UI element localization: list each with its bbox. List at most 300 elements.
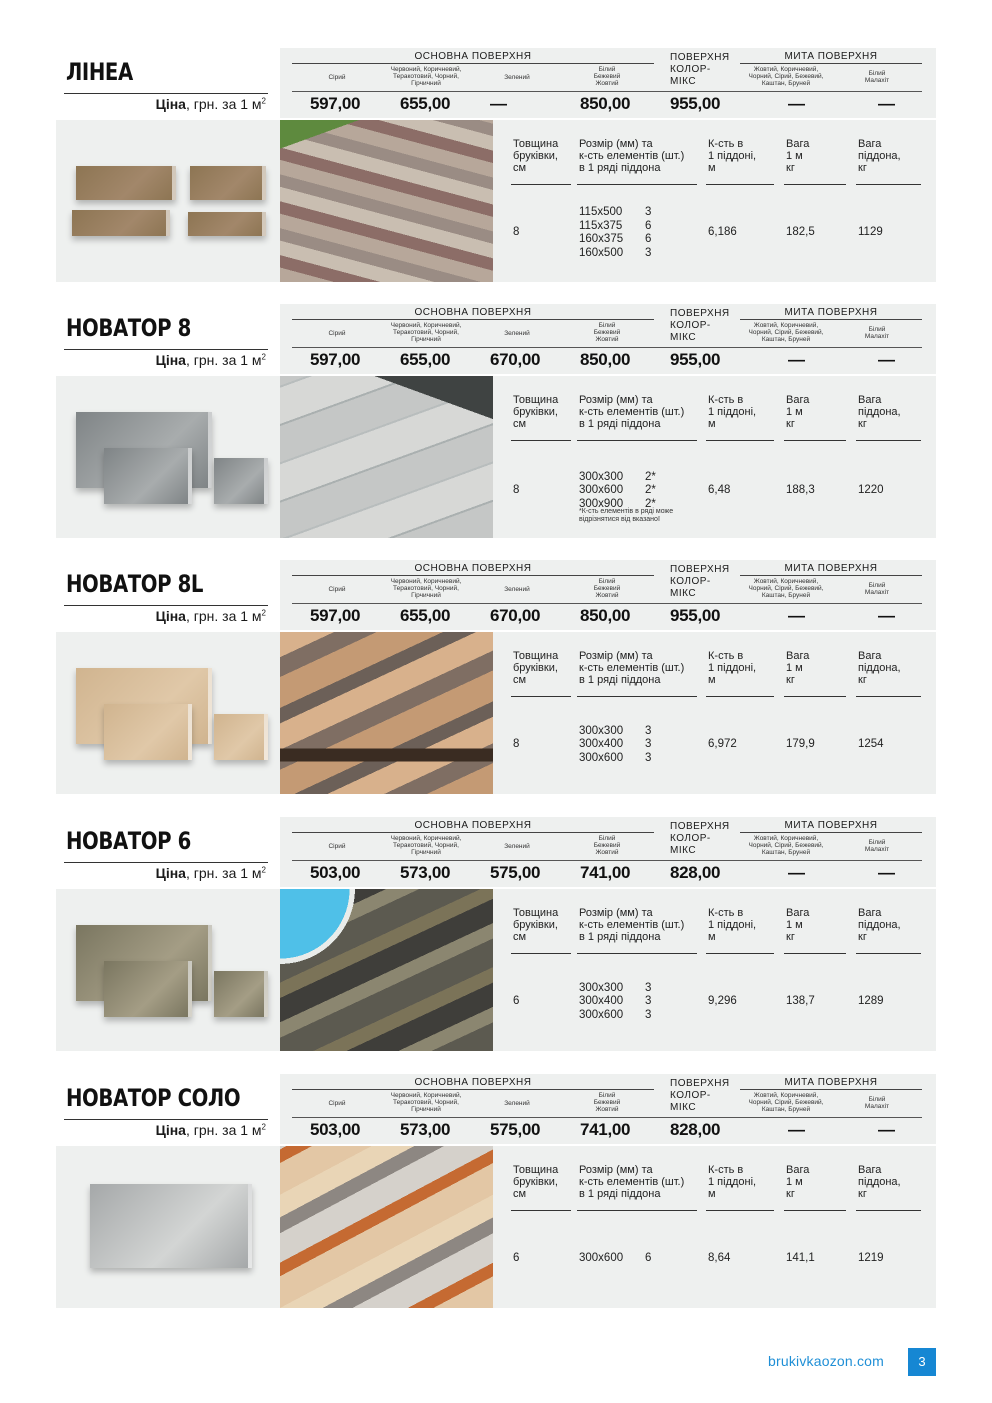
weight-per-m2-value: 138,7 <box>786 995 815 1007</box>
column-header-line: Білий <box>598 578 616 585</box>
column-header <box>740 578 832 599</box>
column-header-line: Жовтий, Коричневий, <box>753 66 819 73</box>
product-details <box>56 889 936 1051</box>
price-unit-label <box>64 865 266 881</box>
washed-surface-divider <box>740 63 922 64</box>
color-mix-heading-line: ПОВЕРХНЯ <box>670 564 730 575</box>
price-value: 575,00 <box>490 1120 541 1139</box>
price-header <box>280 48 936 118</box>
spec-header-divider <box>706 440 774 441</box>
price-value: 597,00 <box>310 94 361 113</box>
column-header-line: Жовтий <box>595 849 619 856</box>
size-count: 3 <box>645 1008 652 1021</box>
spec-header-divider <box>706 1210 774 1211</box>
spec-header-divider <box>577 1210 697 1211</box>
spec-column-header <box>786 907 809 943</box>
column-header-line: Білий <box>598 322 616 329</box>
price-label-unit: , грн. за 1 м <box>185 608 262 624</box>
color-mix-heading-line: КОЛОР- <box>670 576 711 587</box>
spec-header-divider <box>856 696 921 697</box>
column-header <box>372 578 480 599</box>
size-row <box>579 752 651 766</box>
price-value: 597,00 <box>310 350 361 369</box>
spec-header-divider <box>577 440 697 441</box>
product-title: НОВАТОР СОЛО <box>66 1084 241 1112</box>
spec-column-header-line: кг <box>786 162 795 174</box>
price-value: 741,00 <box>580 863 631 882</box>
spec-column-header-line: Товщина <box>513 650 559 662</box>
spec-column-header-line: 1 м <box>786 150 803 162</box>
paving-brick-shape <box>104 704 192 760</box>
price-header <box>280 817 936 887</box>
column-header <box>740 322 832 343</box>
spec-header-divider <box>511 440 571 441</box>
column-header-line: Жовтий <box>595 336 619 343</box>
price-value: — <box>788 94 805 113</box>
title-divider <box>64 1119 268 1120</box>
product-sample-image <box>56 1146 268 1308</box>
price-unit-label <box>64 352 266 368</box>
washed-surface-divider <box>740 832 922 833</box>
price-label-unit: , грн. за 1 м <box>185 352 262 368</box>
column-header <box>372 835 480 856</box>
price-value: 597,00 <box>310 606 361 625</box>
size-row <box>579 233 651 247</box>
spec-column-header-line: см <box>513 674 527 686</box>
product-title: НОВАТОР 6 <box>66 827 191 855</box>
spec-column-header-line: Вага <box>858 1164 882 1176</box>
product-details <box>56 376 936 538</box>
spec-column-header-line: піддона, <box>858 1176 901 1188</box>
column-header <box>846 839 908 853</box>
spec-column-header <box>579 138 684 174</box>
product-title: ЛІНЕА <box>66 58 133 86</box>
column-header-line: Жовтий <box>595 592 619 599</box>
size-row <box>579 220 651 234</box>
size-row <box>579 995 651 1009</box>
price-value: 955,00 <box>670 606 721 625</box>
column-header <box>846 1096 908 1110</box>
size-row <box>579 247 651 261</box>
size-count: 3 <box>645 981 652 994</box>
spec-column-header <box>513 907 558 943</box>
spec-column-header-line: Вага <box>786 1164 810 1176</box>
spec-column-header-line: в 1 ряді піддона <box>579 931 661 943</box>
column-header <box>562 1092 652 1113</box>
spec-column-header <box>786 138 809 174</box>
price-label-word: Ціна <box>155 865 186 881</box>
spec-column-header-line: 1 м <box>786 1176 803 1188</box>
column-header-line: Гірчичний <box>411 80 441 87</box>
column-header-line: Жовтий <box>595 80 619 87</box>
column-header-line: Жовтий, Коричневий, <box>753 835 819 842</box>
spec-header-divider <box>784 1210 846 1211</box>
paving-brick-shape <box>190 166 266 200</box>
spec-column-header-line: Вага <box>858 138 882 150</box>
size-row <box>579 1252 651 1266</box>
spec-column-header-line: піддона, <box>858 150 901 162</box>
column-header-line: Малахіт <box>864 77 890 84</box>
spec-column-header-line: Розмір (мм) та <box>579 907 653 919</box>
spec-column-header-line: 1 піддоні, <box>708 1176 757 1188</box>
product-block <box>56 560 936 822</box>
spec-column-header-line: м <box>708 674 716 686</box>
main-surface-heading: ОСНОВНА ПОВЕРХНЯ <box>414 820 532 831</box>
column-header <box>740 66 832 87</box>
column-header-line: Бежевий <box>593 1099 621 1106</box>
column-header-line: Чорний, Сірий, Бежевий, <box>748 585 824 592</box>
spec-column-header-line: піддона, <box>858 406 901 418</box>
footnote-line: відрізнятися від вказаної <box>579 516 660 523</box>
price-unit-label <box>64 96 266 112</box>
column-header-line: Бежевий <box>593 329 621 336</box>
spec-column-header-line: К-сть в <box>708 138 744 150</box>
size-count: 3 <box>645 738 652 751</box>
weight-per-m2-value: 188,3 <box>786 484 815 496</box>
spec-column-header-line: кг <box>858 162 867 174</box>
spec-column-header-line: кг <box>786 674 795 686</box>
column-header <box>372 1092 480 1113</box>
spec-column-header-line: см <box>513 162 527 174</box>
weight-per-m2-value: 141,1 <box>786 1252 815 1264</box>
spec-column-header-line: см <box>513 931 527 943</box>
price-unit-label <box>64 1122 266 1138</box>
price-label-word: Ціна <box>155 352 186 368</box>
color-mix-heading-line: ПОВЕРХНЯ <box>670 52 730 63</box>
size-count: 6 <box>645 219 652 232</box>
column-header: Зелений <box>504 1100 530 1107</box>
spec-column-header-line: в 1 ряді піддона <box>579 674 661 686</box>
column-header-line: Жовтий, Коричневий, <box>753 578 819 585</box>
column-header-line: Чорний, Сірий, Бежевий, <box>748 329 824 336</box>
spec-column-header-line: Вага <box>786 650 810 662</box>
spec-column-header-line: кг <box>858 931 867 943</box>
spec-column-header-line: Розмір (мм) та <box>579 650 653 662</box>
product-title: НОВАТОР 8 <box>66 314 191 342</box>
column-header <box>372 322 480 343</box>
price-value: — <box>490 94 507 113</box>
column-header-line: Чорний, Сірий, Бежевий, <box>748 842 824 849</box>
pallet-weight-value: 1289 <box>858 995 884 1007</box>
size-dimension: 160x500 <box>579 246 624 259</box>
price-label-sup: 2 <box>261 96 266 106</box>
product-sample-image <box>56 120 268 282</box>
color-mix-heading-line: ПОВЕРХНЯ <box>670 308 730 319</box>
size-count: 2* <box>645 470 656 483</box>
spec-column-header-line: Вага <box>786 394 810 406</box>
paving-photo <box>280 1146 493 1308</box>
column-header-line: Жовтий, Коричневий, <box>753 322 819 329</box>
column-header-line: Білий <box>868 326 886 333</box>
main-surface-divider <box>292 319 654 320</box>
size-dimension: 300x600 <box>579 1252 624 1265</box>
price-value: 670,00 <box>490 606 541 625</box>
size-count: 6 <box>645 1252 652 1265</box>
pallet-area-value: 9,296 <box>708 995 737 1007</box>
paving-photo <box>280 376 493 538</box>
size-row <box>579 1009 651 1023</box>
spec-column-header-line: к-сть елементів (шт.) <box>579 662 685 674</box>
column-header-line: Червоний, Коричневий, <box>390 322 462 329</box>
header-divider <box>292 603 922 604</box>
price-unit-label <box>64 608 266 624</box>
spec-column-header <box>858 650 901 686</box>
spec-column-header-line: кг <box>858 674 867 686</box>
color-mix-heading-line: МІКС <box>670 76 697 87</box>
product-sample-image <box>56 632 268 794</box>
paving-photo <box>280 889 493 1051</box>
spec-column-header-line: 1 м <box>786 662 803 674</box>
spec-column-header-line: Вага <box>858 650 882 662</box>
size-dimension: 300x300 <box>579 470 624 483</box>
spec-column-header-line: в 1 ряді піддона <box>579 1188 661 1200</box>
column-header <box>562 66 652 87</box>
product-sample-image <box>56 889 268 1051</box>
column-header-line: Гірчичний <box>411 849 441 856</box>
size-count: 3 <box>645 751 652 764</box>
spec-column-header-line: к-сть елементів (шт.) <box>579 919 685 931</box>
column-header-line: Бежевий <box>593 842 621 849</box>
spec-column-header-line: кг <box>786 931 795 943</box>
price-value: — <box>878 606 895 625</box>
size-dimension: 300x600 <box>579 751 624 764</box>
spec-column-header-line: бруківки, <box>513 919 558 931</box>
pallet-area-value: 8,64 <box>708 1252 731 1264</box>
size-row <box>579 471 656 485</box>
price-value: 955,00 <box>670 350 721 369</box>
product-block <box>56 304 936 566</box>
spec-column-header-line: 1 піддоні, <box>708 406 757 418</box>
spec-column-header <box>786 1164 809 1200</box>
column-header-line: Теракотовий, Чорний, <box>393 1099 459 1106</box>
paving-photo <box>280 632 493 794</box>
pallet-weight-value: 1219 <box>858 1252 884 1264</box>
page-number: 3 <box>908 1348 936 1376</box>
column-header: Сірий <box>328 843 346 850</box>
price-value: 828,00 <box>670 863 721 882</box>
size-count: 3 <box>645 995 652 1008</box>
spec-header-divider <box>784 696 846 697</box>
spec-column-header-line: 1 м <box>786 919 803 931</box>
paving-brick-shape <box>90 1184 252 1268</box>
price-label-unit: , грн. за 1 м <box>185 865 262 881</box>
main-surface-heading: ОСНОВНА ПОВЕРХНЯ <box>414 307 532 318</box>
spec-column-header-line: бруківки, <box>513 150 558 162</box>
price-value: 503,00 <box>310 1120 361 1139</box>
column-header-line: Каштан, Бруней <box>761 336 811 343</box>
color-mix-heading-line: КОЛОР- <box>670 320 711 331</box>
thickness-value: 8 <box>513 738 520 750</box>
spec-column-header <box>579 907 684 943</box>
spec-header-divider <box>784 953 846 954</box>
weight-per-m2-value: 182,5 <box>786 226 815 238</box>
spec-header-divider <box>511 184 571 185</box>
spec-column-header <box>786 650 809 686</box>
size-list <box>579 982 651 1023</box>
spec-column-header <box>513 1164 558 1200</box>
color-mix-heading-line: МІКС <box>670 332 697 343</box>
price-value: 503,00 <box>310 863 361 882</box>
paving-brick-shape <box>76 166 176 200</box>
title-divider <box>64 349 268 350</box>
spec-column-header <box>858 394 901 430</box>
size-dimension: 160x375 <box>579 233 624 245</box>
size-row <box>579 982 651 996</box>
column-header-line: Білий <box>868 1096 886 1103</box>
column-header-line: Каштан, Бруней <box>761 1106 811 1113</box>
color-mix-heading-line: КОЛОР- <box>670 64 711 75</box>
product-block <box>56 1074 936 1336</box>
spec-header-divider <box>511 953 571 954</box>
column-header-line: Малахіт <box>864 333 890 340</box>
price-value: 573,00 <box>400 863 451 882</box>
column-header-line: Чорний, Сірий, Бежевий, <box>748 1099 824 1106</box>
color-mix-heading-line: ПОВЕРХНЯ <box>670 1078 730 1089</box>
spec-column-header-line: бруківки, <box>513 662 558 674</box>
spec-column-header <box>858 138 901 174</box>
size-dimension: 300x400 <box>579 738 624 751</box>
spec-header-divider <box>856 953 921 954</box>
spec-column-header-line: К-сть в <box>708 907 744 919</box>
spec-column-header <box>708 907 756 943</box>
paving-brick-shape <box>214 971 268 1017</box>
price-value: 850,00 <box>580 606 631 625</box>
spec-column-header <box>858 907 901 943</box>
price-label-sup: 2 <box>261 1122 266 1132</box>
price-value: — <box>878 94 895 113</box>
column-header-line: Чорний, Сірий, Бежевий, <box>748 73 824 80</box>
column-header-line: Бежевий <box>593 73 621 80</box>
spec-column-header-line: в 1 ряді піддона <box>579 418 661 430</box>
spec-column-header-line: 1 піддоні, <box>708 662 757 674</box>
spec-column-header-line: кг <box>858 418 867 430</box>
price-value: 828,00 <box>670 1120 721 1139</box>
column-header: Сірий <box>328 330 346 337</box>
price-label-unit: , грн. за 1 м <box>185 1122 262 1138</box>
spec-column-header <box>579 394 684 430</box>
price-value: — <box>788 1120 805 1139</box>
spec-column-header-line: м <box>708 162 716 174</box>
paving-brick-shape <box>188 212 266 236</box>
price-label-unit: , грн. за 1 м <box>185 96 262 112</box>
column-header: Сірий <box>328 586 346 593</box>
color-mix-heading <box>670 1078 730 1114</box>
main-surface-divider <box>292 575 654 576</box>
price-value: — <box>878 350 895 369</box>
pallet-weight-value: 1220 <box>858 484 884 496</box>
column-header-line: Білий <box>868 582 886 589</box>
spec-column-header <box>708 138 756 174</box>
price-value: 575,00 <box>490 863 541 882</box>
spec-column-header-line: Розмір (мм) та <box>579 1164 653 1176</box>
size-count: 3 <box>645 206 652 218</box>
column-header <box>846 70 908 84</box>
main-surface-heading: ОСНОВНА ПОВЕРХНЯ <box>414 51 532 62</box>
product-title: НОВАТОР 8L <box>66 570 204 598</box>
size-count: 3 <box>645 724 652 737</box>
column-header-line: Теракотовий, Чорний, <box>393 842 459 849</box>
spec-column-header-line: в 1 ряді піддона <box>579 162 661 174</box>
size-row <box>579 206 651 220</box>
spec-column-header <box>708 650 756 686</box>
size-row <box>579 725 651 739</box>
color-mix-heading-line: КОЛОР- <box>670 1090 711 1101</box>
column-header: Зелений <box>504 74 530 81</box>
column-header <box>562 835 652 856</box>
washed-surface-heading: МИТА ПОВЕРХНЯ <box>784 1077 878 1088</box>
color-mix-heading-line: ПОВЕРХНЯ <box>670 821 730 832</box>
product-block <box>56 48 936 310</box>
spec-column-header-line: кг <box>858 1188 867 1200</box>
color-mix-heading-line: КОЛОР- <box>670 833 711 844</box>
color-mix-heading-line: МІКС <box>670 845 697 856</box>
spec-column-header-line: Вага <box>858 394 882 406</box>
column-header <box>846 326 908 340</box>
spec-column-header-line: Розмір (мм) та <box>579 394 653 406</box>
title-divider <box>64 605 268 606</box>
pallet-weight-value: 1254 <box>858 738 884 750</box>
column-header-line: Теракотовий, Чорний, <box>393 73 459 80</box>
color-mix-heading <box>670 308 730 344</box>
column-header-line: Жовтий <box>595 1106 619 1113</box>
spec-header-divider <box>577 696 697 697</box>
spec-column-header-line: кг <box>786 1188 795 1200</box>
column-header-line: Каштан, Бруней <box>761 849 811 856</box>
website-link[interactable]: brukivkaozon.com <box>768 1353 885 1369</box>
pallet-area-value: 6,186 <box>708 226 737 238</box>
spec-column-header <box>579 1164 684 1200</box>
spec-column-header <box>708 1164 756 1200</box>
washed-surface-heading: МИТА ПОВЕРХНЯ <box>784 563 878 574</box>
spec-column-header-line: 1 піддоні, <box>708 919 757 931</box>
thickness-value: 6 <box>513 1252 520 1264</box>
product-details <box>56 1146 936 1308</box>
size-dimension: 115x500 <box>579 206 623 218</box>
pallet-area-value: 6,48 <box>708 484 731 496</box>
column-header: Зелений <box>504 586 530 593</box>
size-dimension: 300x900 <box>579 497 624 510</box>
washed-surface-heading: МИТА ПОВЕРХНЯ <box>784 820 878 831</box>
spec-header-divider <box>784 184 846 185</box>
size-count: 3 <box>645 246 652 259</box>
product-sample-image <box>56 376 268 538</box>
spec-column-header-line: к-сть елементів (шт.) <box>579 406 685 418</box>
price-value: 741,00 <box>580 1120 631 1139</box>
color-mix-heading <box>670 564 730 600</box>
price-label-sup: 2 <box>261 352 266 362</box>
spec-header-divider <box>856 1210 921 1211</box>
spec-column-header <box>513 650 558 686</box>
spec-header-divider <box>856 440 921 441</box>
size-dimension: 300x300 <box>579 981 624 994</box>
product-details <box>56 632 936 794</box>
price-value: 655,00 <box>400 350 451 369</box>
column-header-line: Гірчичний <box>411 1106 441 1113</box>
spec-column-header-line: к-сть елементів (шт.) <box>579 150 685 162</box>
price-header <box>280 560 936 630</box>
spec-column-header-line: піддона, <box>858 662 901 674</box>
spec-column-header <box>858 1164 901 1200</box>
footnote <box>579 508 673 524</box>
spec-column-header-line: Розмір (мм) та <box>579 138 653 150</box>
spec-column-header-line: м <box>708 1188 716 1200</box>
column-header-line: Білий <box>598 66 616 73</box>
price-value: — <box>788 350 805 369</box>
price-value: 655,00 <box>400 94 451 113</box>
column-header-line: Жовтий, Коричневий, <box>753 1092 819 1099</box>
price-label-word: Ціна <box>155 1122 186 1138</box>
spec-column-header-line: Вага <box>786 907 810 919</box>
